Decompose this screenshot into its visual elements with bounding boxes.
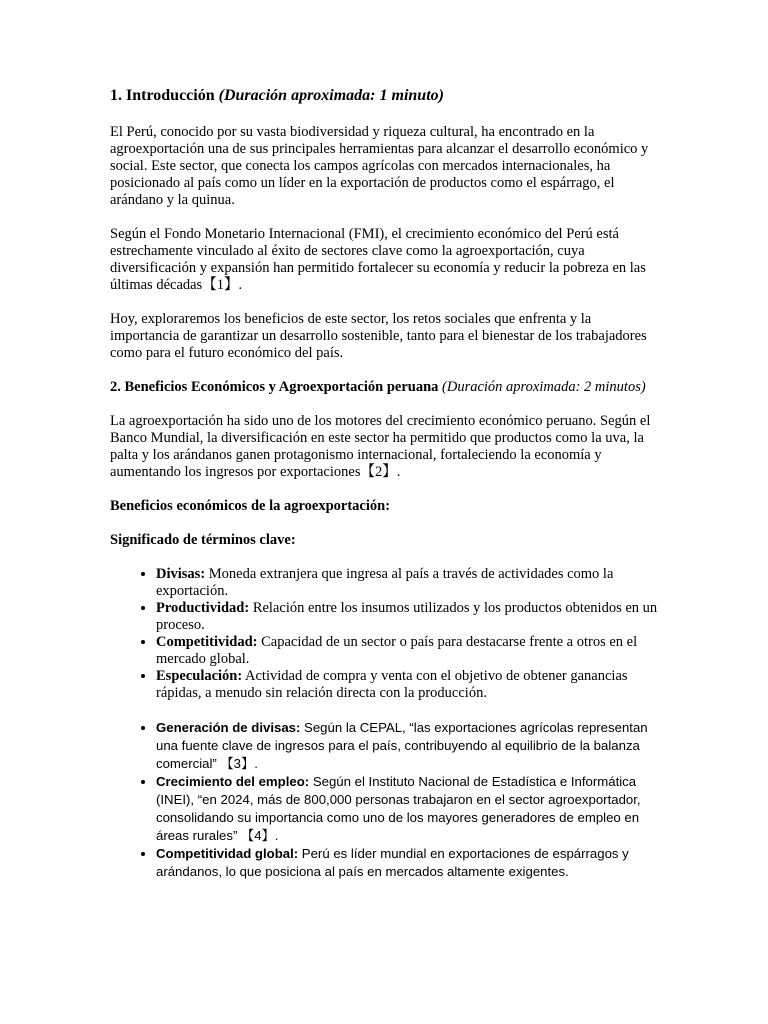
- term-label: Especulación:: [156, 668, 243, 684]
- terms-subheading: Significado de términos clave:: [110, 532, 296, 548]
- term-label: Productividad:: [156, 600, 250, 616]
- term-definition: Relación entre los insumos utilizados y los productos obtenidos en un proceso.: [156, 600, 658, 633]
- list-item: [156, 719, 660, 773]
- section-1-duration: (Duración aproximada: 1 minuto): [218, 87, 444, 104]
- section-2-heading: [110, 379, 660, 396]
- section-2-paragraph: La agroexportación ha sido uno de los motores del crecimiento económico peruano. Según el Banco Mundial, la diversificación en este sector ha permitido que productos como la uva, la palta y los arándanos ganen protagonismo internacional, fortaleciendo la economía y aumentando los ingresos por exportaciones【2】.: [110, 413, 651, 480]
- benefit-label: Generación de divisas:: [156, 720, 301, 735]
- benefits-list: [110, 719, 660, 881]
- intro-paragraph-3: Hoy, exploraremos los beneficios de este sector, los retos sociales que enfrenta y la importancia de garantizar un desarrollo sostenible, tanto para el bienestar de los trabajadores como para el futuro económico del país.: [110, 311, 647, 361]
- section-2-title: 2. Beneficios Económicos y Agroexportación peruana: [110, 379, 439, 395]
- term-definition: Capacidad de un sector o país para destacarse frente a otros en el mercado global.: [156, 634, 638, 667]
- section-1-title: 1. Introducción: [110, 87, 215, 104]
- intro-paragraph-1: El Perú, conocido por su vasta biodiversidad y riqueza cultural, ha encontrado en la agroexportación una de sus principales herramientas para alcanzar el desarrollo económico y social. Este sector, que conecta los campos agrícolas con mercados internacionales, ha posicionado al país como un líder en la exportación de productos como el espárrago, el arándano y la quinua.: [110, 124, 649, 208]
- list-item: [156, 566, 660, 600]
- document-page: [110, 86, 660, 898]
- list-item: [156, 600, 660, 634]
- benefit-text: Perú es líder mundial en exportaciones de espárragos y arándanos, lo que posiciona al país en mercados altamente exigentes.: [156, 846, 629, 879]
- list-item: [156, 634, 660, 668]
- intro-paragraph-2: Según el Fondo Monetario Internacional (FMI), el crecimiento económico del Perú está estrechamente vinculado al éxito de sectores clave como la agroexportación, cuya diversificación y expansión han permitido fortalecer su economía y reducir la pobreza en las últimas décadas【1】.: [110, 226, 646, 293]
- benefit-label: Competitividad global:: [156, 846, 299, 861]
- term-label: Divisas:: [156, 566, 206, 582]
- benefits-subheading: Beneficios económicos de la agroexportación:: [110, 498, 391, 514]
- list-item: [156, 668, 660, 702]
- terms-list: [110, 566, 660, 702]
- benefit-text: Según el Instituto Nacional de Estadística e Informática (INEI), “en 2024, más de 800,000 personas trabajaron en el sector agroexportador, consolidando su importancia como uno de los mayores generadores de empleo en áreas rurales” 【4】.: [156, 774, 641, 843]
- term-definition: Actividad de compra y venta con el objetivo de obtener ganancias rápidas, a menudo sin relación directa con la producción.: [156, 668, 628, 701]
- list-item: [156, 773, 660, 845]
- section-1-heading: [110, 86, 660, 106]
- benefit-text: Según la CEPAL, “las exportaciones agrícolas representan una fuente clave de ingresos para el país, contribuyendo al equilibrio de la balanza comercial” 【3】.: [156, 720, 648, 771]
- benefit-label: Crecimiento del empleo:: [156, 774, 310, 789]
- section-2-duration: (Duración aproximada: 2 minutos): [442, 379, 646, 395]
- term-definition: Moneda extranjera que ingresa al país a través de actividades como la exportación.: [156, 566, 614, 599]
- term-label: Competitividad:: [156, 634, 258, 650]
- list-item: [156, 845, 660, 881]
